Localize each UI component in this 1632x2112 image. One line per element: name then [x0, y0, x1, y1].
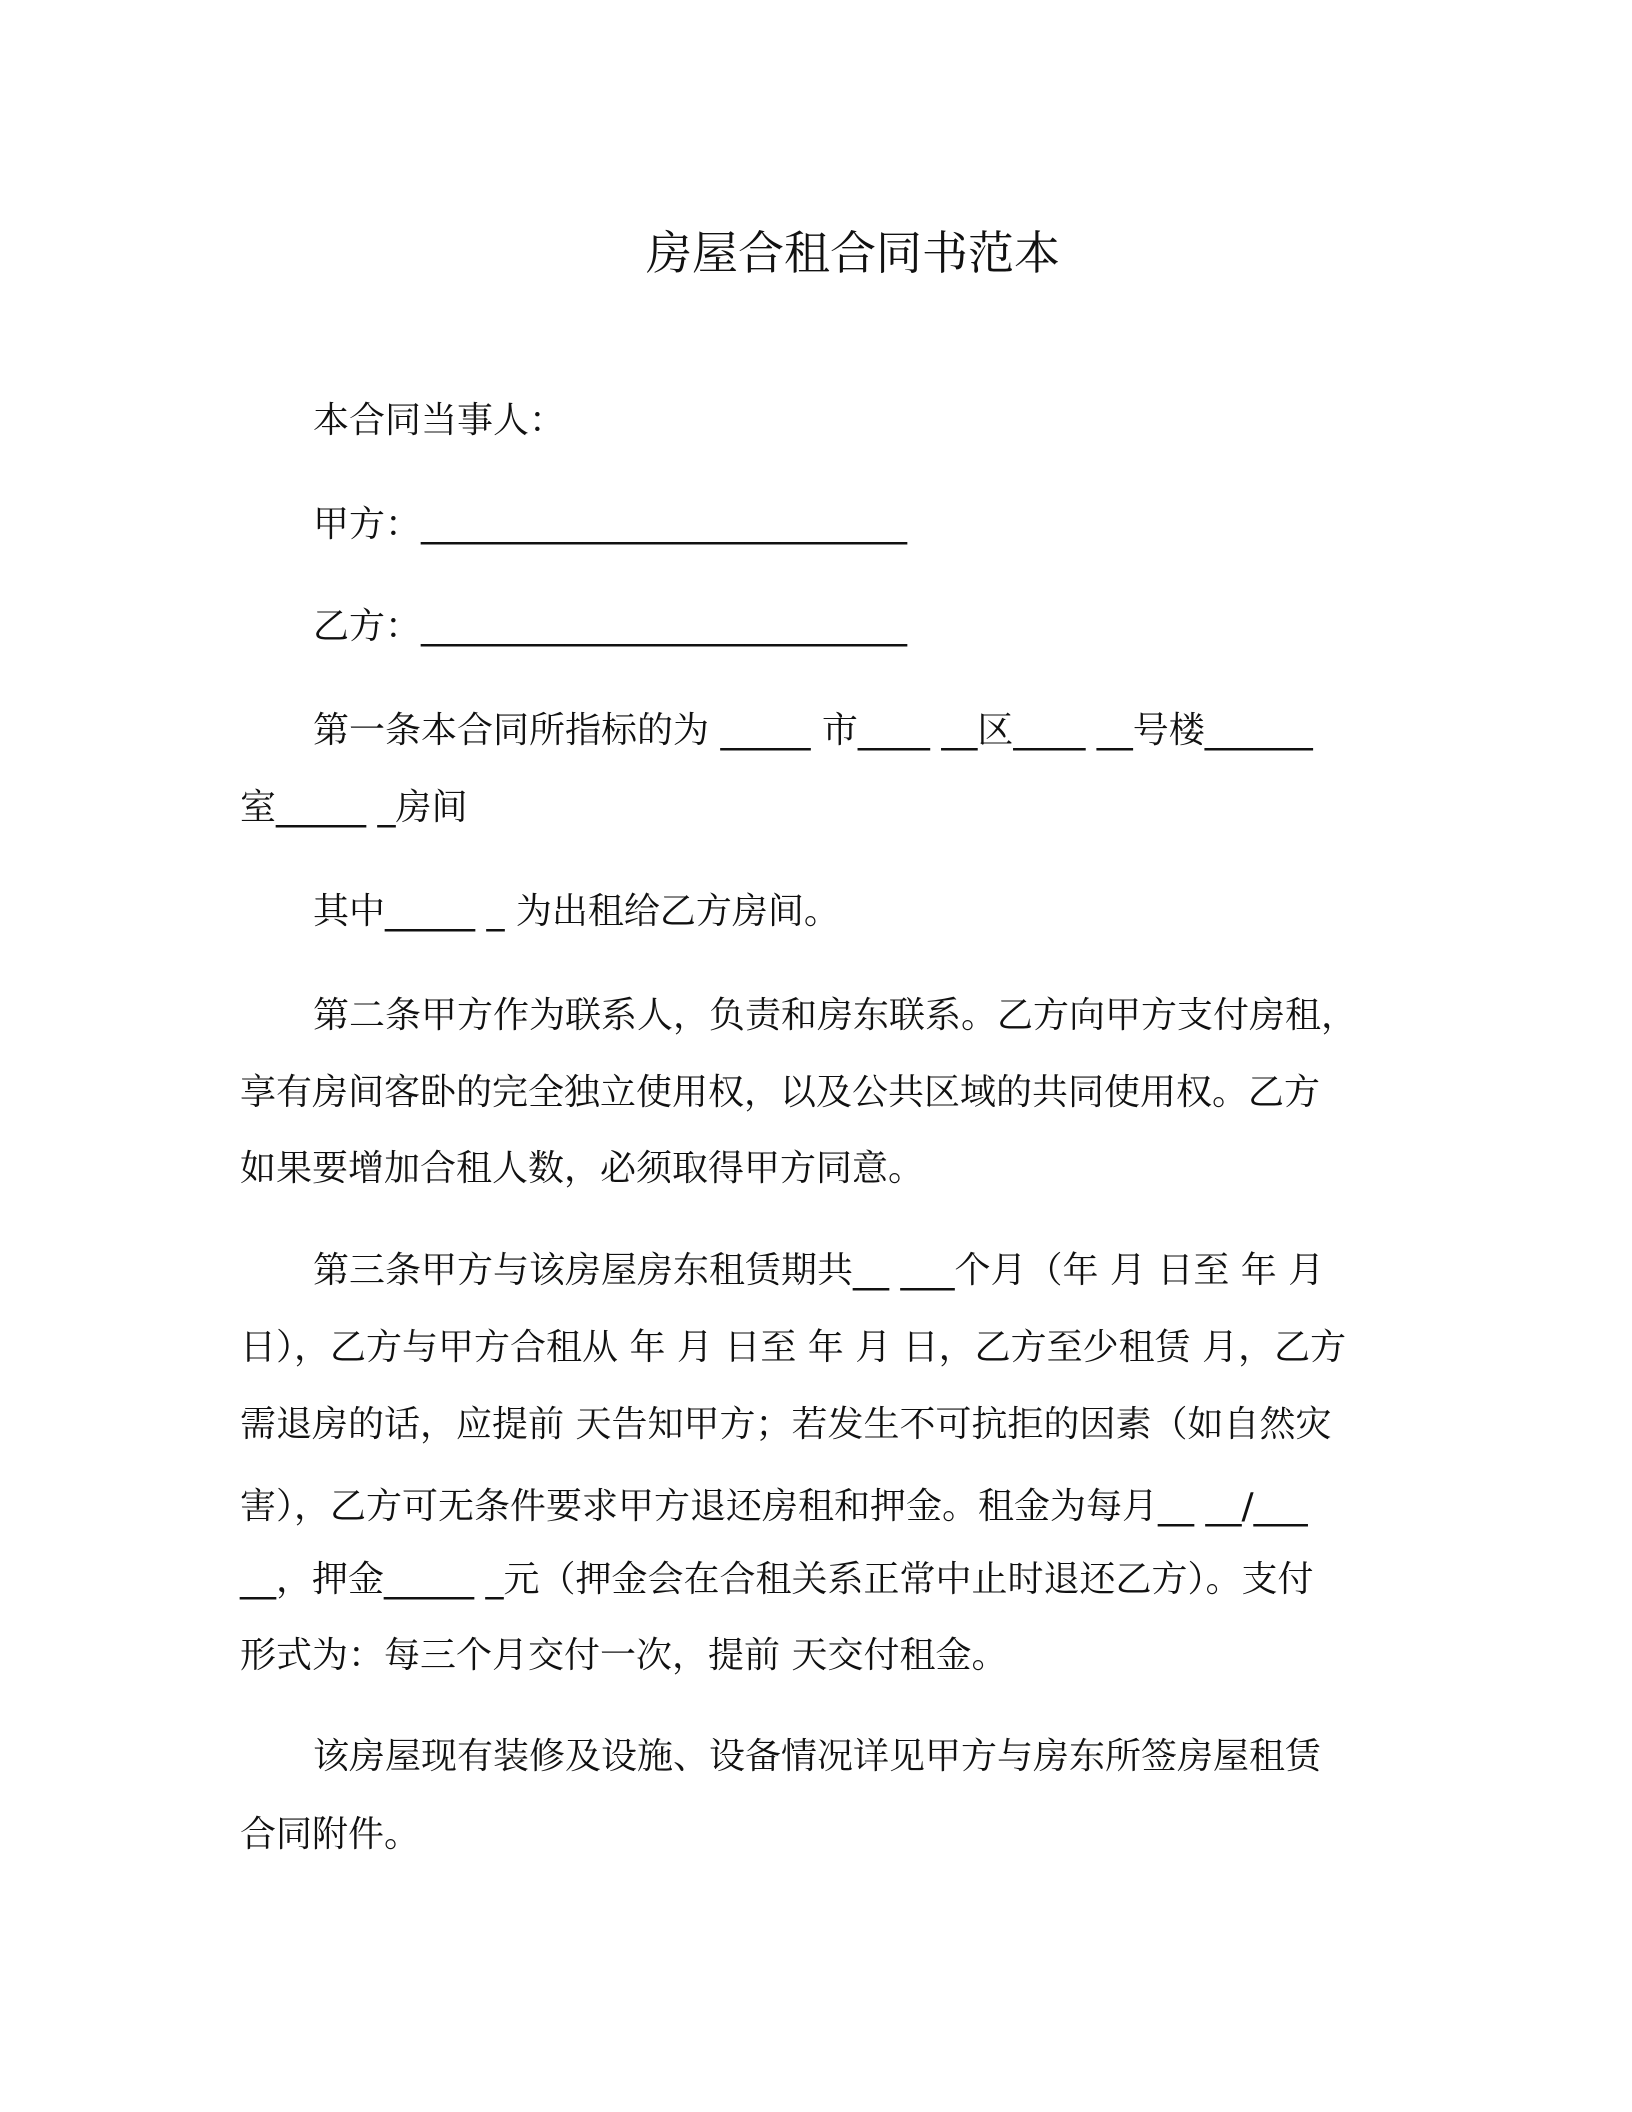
rented-room-line: 其中_____ _ 为出租给乙方房间。: [313, 891, 840, 932]
parties-heading: 本合同当事人：: [313, 400, 566, 441]
party-b-line: 乙方：___________________________: [313, 606, 908, 647]
article-2-line: 享有房间客卧的完全独立使用权，以及公共区域的共同使用权。乙方: [240, 1072, 1321, 1113]
article-3-line: 形式为：每三个月交付一次，提前 天交付租金。: [240, 1635, 1008, 1676]
article-2-line: 第二条甲方作为联系人，负责和房东联系。乙方向甲方支付房租，: [313, 995, 1358, 1036]
facilities-line: 合同附件。: [240, 1814, 421, 1855]
article-3-line: 需退房的话，应提前 天告知甲方；若发生不可抗拒的因素（如自然灾: [240, 1404, 1332, 1445]
article-2-line: 如果要增加合租人数，必须取得甲方同意。: [240, 1148, 925, 1189]
facilities-line: 该房屋现有装修及设施、设备情况详见甲方与房东所签房屋租赁: [313, 1736, 1322, 1777]
article-1-line: 室_____ _房间: [240, 787, 468, 828]
article-3-line: __，押金_____ _元（押金会在合租关系正常中止时退还乙方）。支付: [240, 1559, 1314, 1600]
article-3-line: 第三条甲方与该房屋房东租赁期共__ ___个月（年 月 日至 年 月: [313, 1250, 1325, 1291]
article-3-line: 害），乙方可无条件要求甲方退还房租和押金。租金为每月__ __/___: [240, 1486, 1308, 1527]
party-a-line: 甲方：___________________________: [313, 504, 908, 545]
document-title: 房屋合租合同书范本: [646, 226, 1060, 280]
article-3-line: 日），乙方与甲方合租从 年 月 日至 年 月 日，乙方至少租赁 月，乙方: [240, 1327, 1347, 1368]
article-1-line: 第一条本合同所指标的为 _____ 市____ __区____ __号楼______: [313, 710, 1313, 751]
